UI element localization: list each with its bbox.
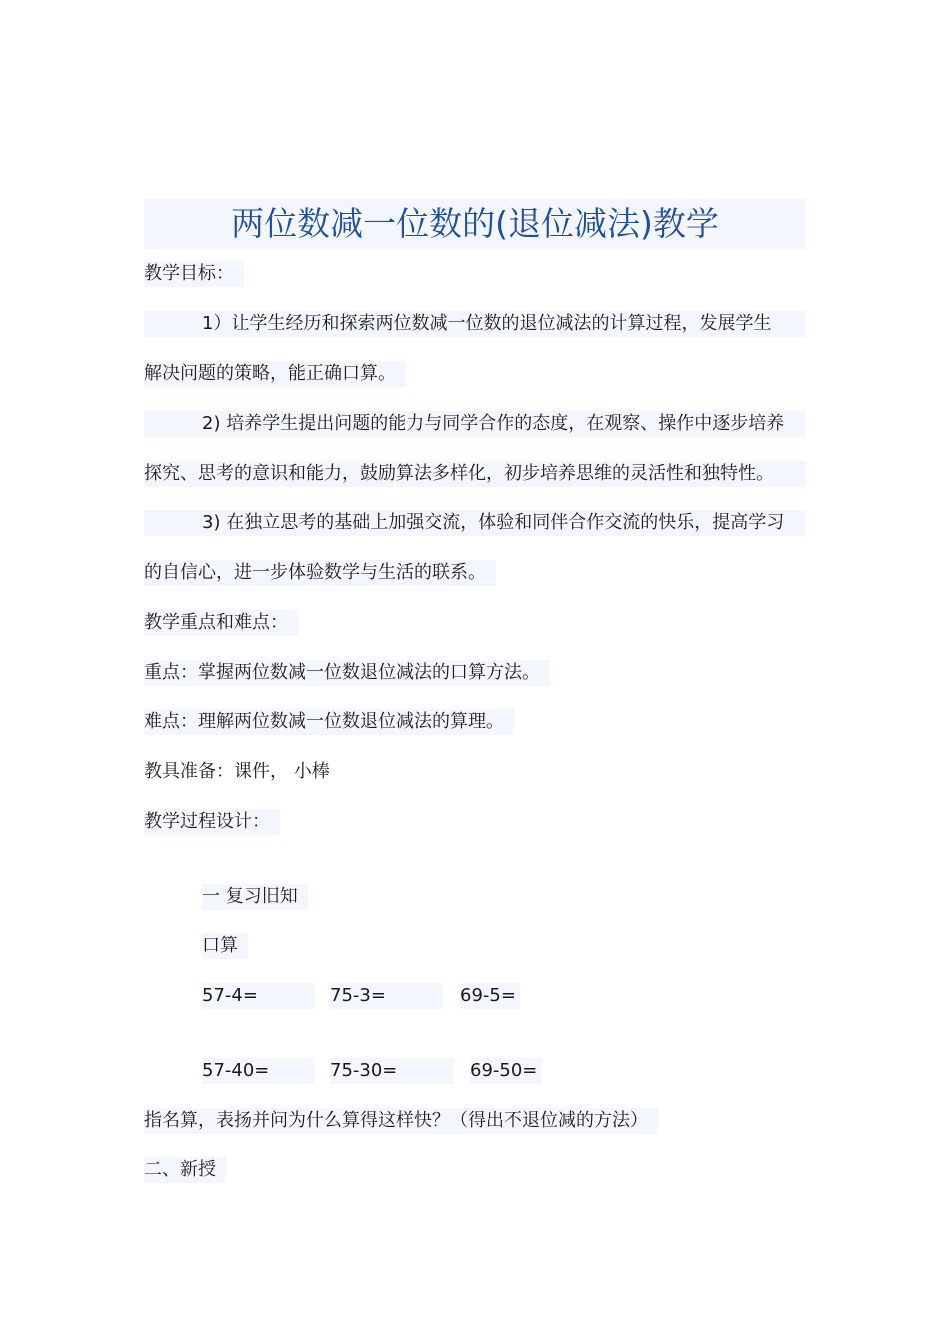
- objective-2-line-2: 探究、思考的意识和能力，鼓励算法多样化，初步培养思维的灵活性和独特性。: [144, 461, 806, 487]
- objective-2-line-1: 2) 培养学生提出问题的能力与同学合作的态度，在观察、操作中逐步培养: [144, 411, 806, 437]
- difficult-point: 难点：理解两位数减一位数退位减法的算理。: [144, 709, 514, 735]
- objective-1-line-2: 解决问题的策略，能正确口算。: [144, 361, 406, 387]
- section-1-heading: 一 复习旧知: [202, 884, 308, 910]
- key-point: 重点：掌握两位数减一位数退位减法的口算方法。: [144, 660, 550, 686]
- question-line: 指名算，表扬并问为什么算得这样快？（得出不退位减的方法）: [144, 1108, 658, 1134]
- objective-3-line-2: 的自信心，进一步体验数学与生活的联系。: [144, 560, 496, 586]
- calc-item: 57-4=: [202, 983, 314, 1009]
- objective-1-line-1: 1）让学生经历和探索两位数减一位数的退位减法的计算过程，发展学生: [144, 311, 806, 337]
- section-2-heading: 二、新授: [144, 1157, 226, 1183]
- key-points-heading: 教学重点和难点：: [144, 610, 298, 636]
- oral-calc-label: 口算: [202, 933, 248, 959]
- calc-item: 69-50=: [470, 1058, 542, 1084]
- calc-item: 69-5=: [460, 983, 520, 1009]
- document-title: 两位数减一位数的(退位减法)教学: [231, 204, 719, 243]
- materials: 教具准备：课件， 小棒: [144, 761, 330, 782]
- calc-item: 75-3=: [330, 983, 442, 1009]
- process-heading: 教学过程设计：: [144, 809, 280, 835]
- objective-3-line-1: 3) 在独立思考的基础上加强交流，体验和同伴合作交流的快乐，提高学习: [144, 510, 806, 536]
- calc-item: 75-30=: [330, 1058, 454, 1084]
- objectives-heading: 教学目标：: [144, 261, 244, 287]
- calc-item: 57-40=: [202, 1058, 314, 1084]
